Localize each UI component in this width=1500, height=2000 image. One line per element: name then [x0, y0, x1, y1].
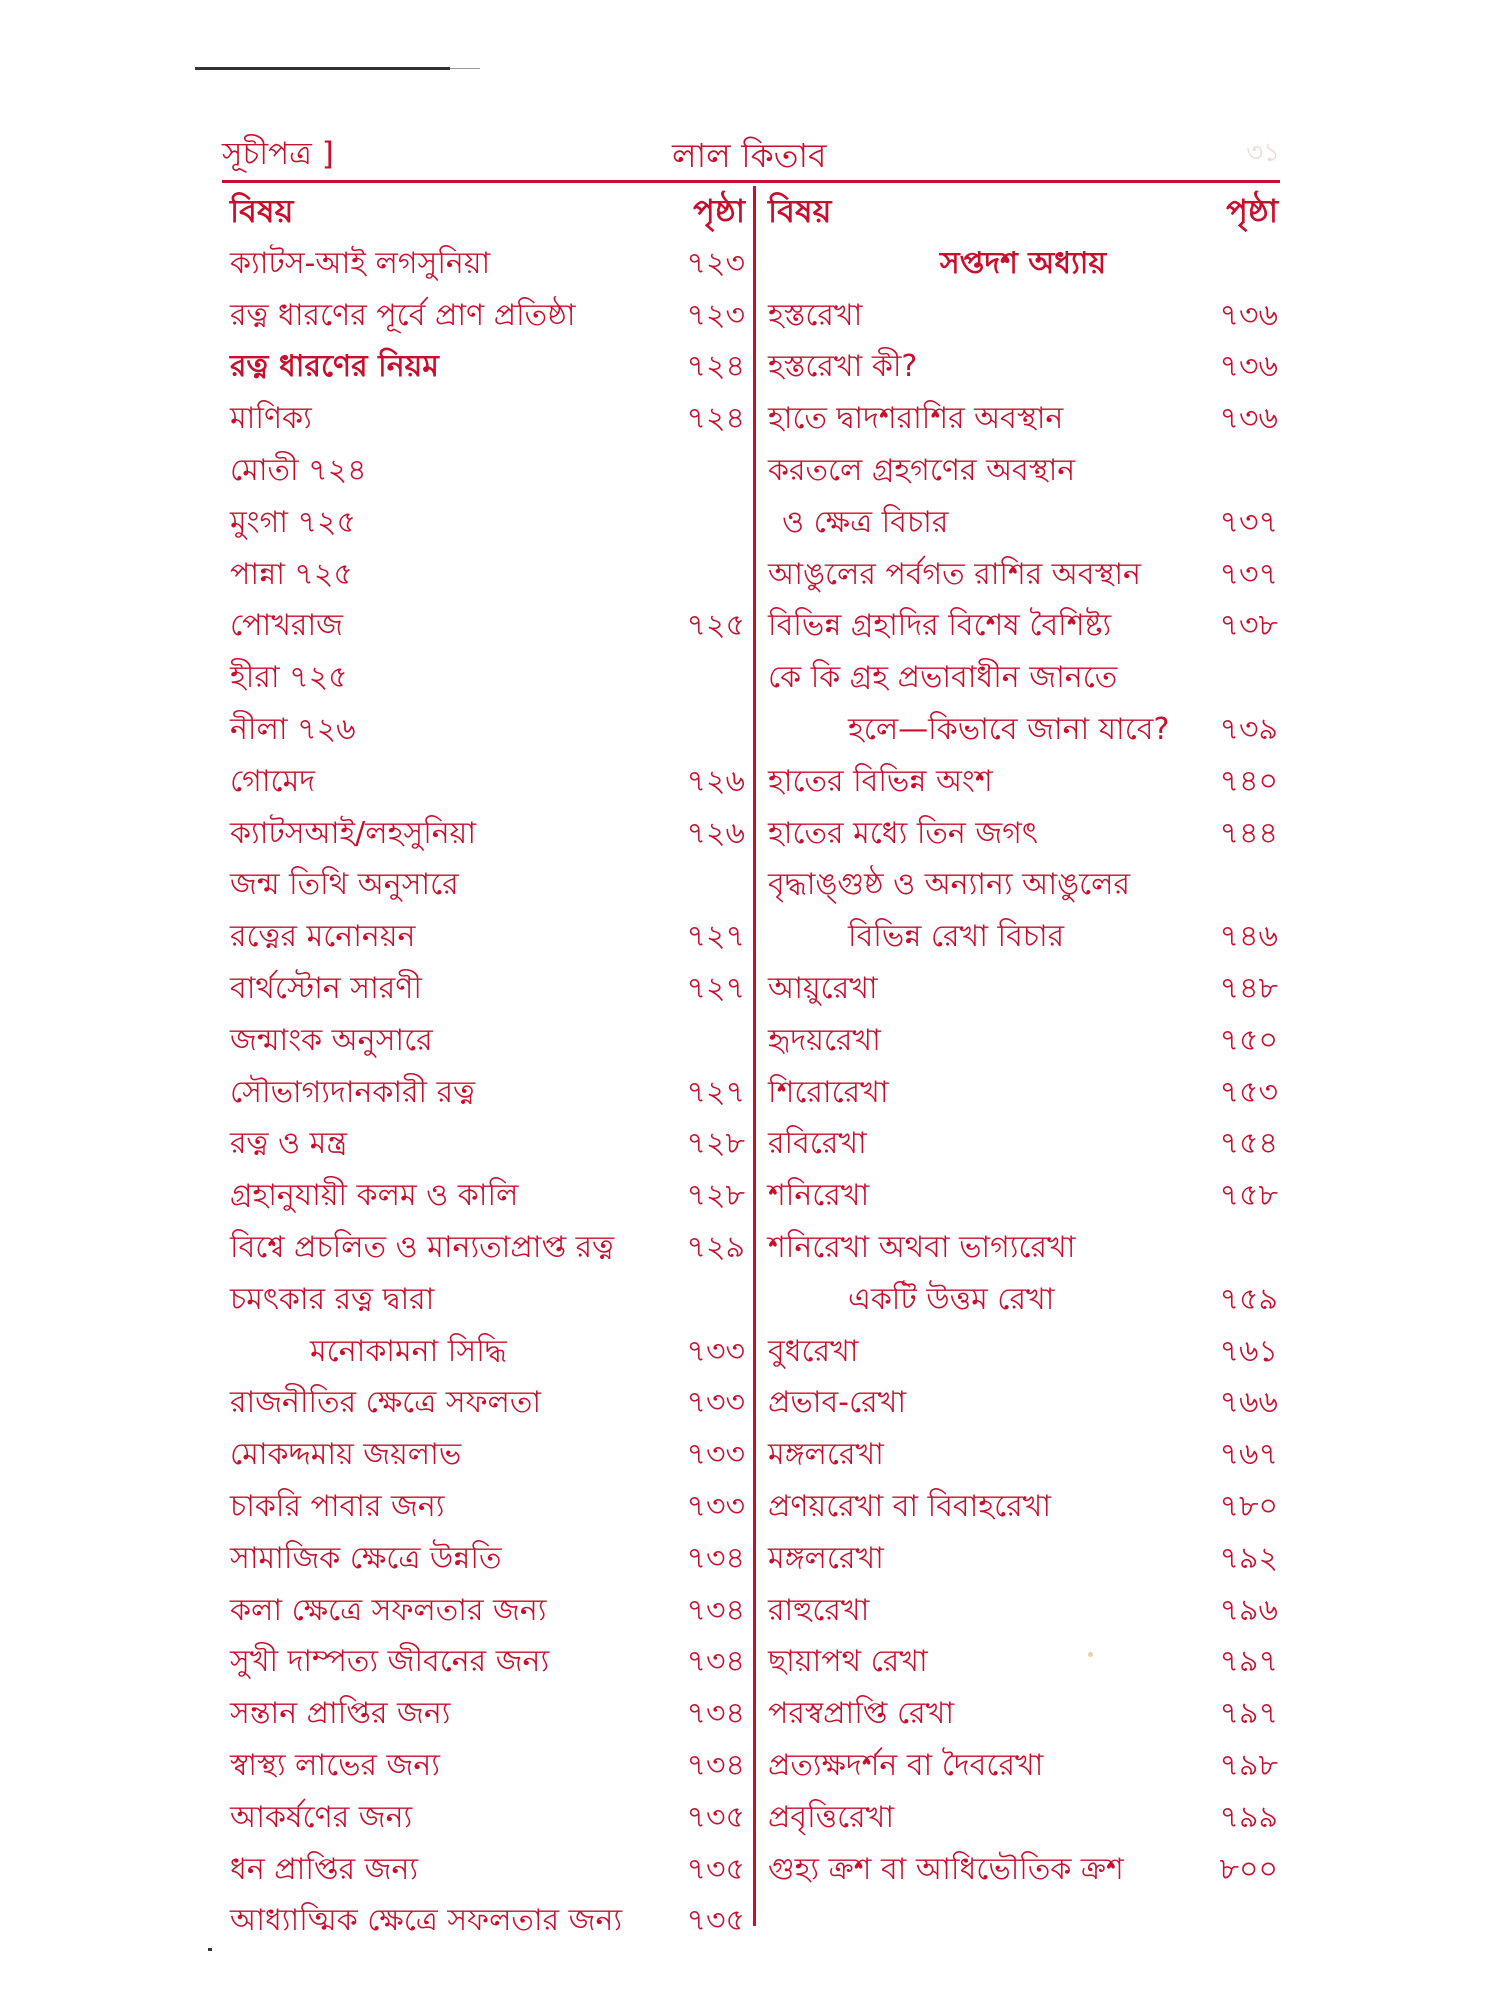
toc-entry — [230, 393, 745, 445]
toc-entry — [230, 1585, 745, 1637]
toc-entry — [230, 238, 745, 290]
toc-entry — [230, 290, 745, 342]
toc-entry-title: বিশ্বে প্রচলিত ও মান্যতাপ্রাপ্ত রত্ন — [230, 1229, 615, 1265]
toc-entry-page: ৭৩৩ — [686, 1333, 745, 1369]
toc-column-header — [230, 186, 745, 238]
toc-right-column — [768, 186, 1278, 1895]
toc-entry-page: ৭৫৮ — [1219, 1178, 1278, 1214]
toc-left-column — [230, 186, 745, 1947]
toc-entry-page: ৭৩৪ — [686, 1747, 745, 1783]
toc-entry-title: হাতে দ্বাদশরাশির অবস্থান — [768, 401, 1064, 437]
toc-entry-title: বৃদ্ধাঙ্গুষ্ঠ ও অন্যান্য আঙুলের — [768, 867, 1131, 903]
toc-entry — [768, 1688, 1278, 1740]
toc-entry-page: ৭২৩ — [686, 297, 745, 333]
toc-entry — [768, 808, 1278, 860]
toc-entry-title: গোমেদ — [230, 763, 316, 799]
toc-entry-title: আকর্ষণের জন্য — [230, 1799, 413, 1835]
toc-entry — [230, 1377, 745, 1429]
toc-entry-title: শনিরেখা অথবা ভাগ্যরেখা — [768, 1229, 1076, 1265]
toc-column-header — [768, 186, 1278, 238]
header-section-label: সূচীপত্র ] — [222, 136, 334, 172]
toc-entry-title: রত্নের মনোনয়ন — [230, 919, 416, 955]
toc-entry — [768, 600, 1278, 652]
toc-entry-title: আয়ুরেখা — [768, 970, 878, 1006]
toc-entry — [768, 549, 1278, 601]
toc-entry — [230, 1170, 745, 1222]
toc-entry — [768, 1326, 1278, 1378]
toc-entry-title: প্রভাব-রেখা — [768, 1385, 907, 1421]
toc-entry — [230, 1118, 745, 1170]
toc-entry — [230, 1792, 745, 1844]
header-rule — [222, 180, 1280, 183]
toc-entry-page: ৭৩৪ — [686, 1540, 745, 1576]
toc-entry-page: ৭৩৫ — [686, 1851, 745, 1887]
toc-entry-title: বিভিন্ন রেখা বিচার — [848, 919, 1065, 955]
toc-entry-page: ৭২৭ — [686, 970, 745, 1006]
toc-entry — [768, 1377, 1278, 1429]
toc-entry-title: মঙ্গলরেখা — [768, 1540, 884, 1576]
toc-entry — [768, 1481, 1278, 1533]
toc-entry — [230, 600, 745, 652]
toc-entry — [230, 1015, 745, 1067]
toc-entry — [768, 1118, 1278, 1170]
toc-entry-title: সন্তান প্রাপ্তির জন্য — [230, 1696, 451, 1732]
toc-entry-title: সুখী দাম্পত্য জীবনের জন্য — [230, 1644, 550, 1680]
paper-spot — [1088, 1652, 1093, 1657]
toc-entry — [768, 652, 1278, 704]
toc-entry-page: ৭২৯ — [686, 1229, 745, 1265]
toc-entry-title: রাহুরেখা — [768, 1592, 870, 1628]
toc-entry-title: রত্ন ও মন্ত্র — [230, 1126, 348, 1162]
toc-entry-title: বিভিন্ন গ্রহাদির বিশেষ বৈশিষ্ট্য — [768, 608, 1112, 644]
toc-entry-title: রত্ন ধারণের নিয়ম — [230, 349, 439, 385]
toc-entry-page: ৭৫০ — [1219, 1022, 1278, 1058]
toc-entry-title: চমৎকার রত্ন দ্বারা — [230, 1281, 435, 1317]
toc-entry-title: পরস্বপ্রাপ্তি রেখা — [768, 1696, 955, 1732]
toc-entry-page: ৭২৬ — [686, 763, 745, 799]
toc-entry-title: জন্মাংক অনুসারে — [230, 1022, 433, 1058]
toc-entry — [768, 1015, 1278, 1067]
toc-entry-title: ধন প্রাপ্তির জন্য — [230, 1851, 419, 1887]
toc-entry-title: বিষয় — [768, 192, 832, 230]
toc-entry — [768, 1533, 1278, 1585]
toc-entry — [768, 1222, 1278, 1274]
toc-entry-page: ৭৫৯ — [1219, 1281, 1278, 1317]
toc-entry-page: ৭৩৩ — [686, 1488, 745, 1524]
toc-entry-title: প্রণয়রেখা বা বিবাহরেখা — [768, 1488, 1052, 1524]
toc-entry-title: বিষয় — [230, 192, 294, 230]
toc-entry-title: বুধরেখা — [768, 1333, 859, 1369]
column-divider — [753, 186, 756, 1926]
toc-entry-title: সামাজিক ক্ষেত্রে উন্নতি — [230, 1540, 502, 1576]
toc-entry — [768, 393, 1278, 445]
toc-entry-page: ৭৬১ — [1219, 1333, 1278, 1369]
toc-entry-page: ৭৫৩ — [1219, 1074, 1278, 1110]
toc-entry-page: ৭৩৩ — [686, 1437, 745, 1473]
toc-entry — [230, 1067, 745, 1119]
toc-entry-page: ৭৩৩ — [686, 1385, 745, 1421]
toc-entry-page: ৭৩৬ — [1219, 297, 1278, 333]
toc-entry-page: ৭৩৫ — [686, 1903, 745, 1939]
toc-entry — [768, 1636, 1278, 1688]
toc-entry-title: প্রবৃত্তিরেখা — [768, 1799, 895, 1835]
toc-entry — [230, 1895, 745, 1947]
toc-entry-title: মোতী ৭২৪ — [230, 452, 367, 488]
toc-entry-page: ৭৯৯ — [1219, 1799, 1278, 1835]
toc-entry-title: আঙুলের পর্বগত রাশির অবস্থান — [768, 556, 1141, 592]
toc-entry-page: ৭২৭ — [686, 1074, 745, 1110]
toc-entry-title: হাতের মধ্যে তিন জগৎ — [768, 815, 1038, 851]
toc-entry — [230, 704, 745, 756]
toc-entry — [230, 1740, 745, 1792]
toc-entry — [230, 911, 745, 963]
toc-entry — [768, 497, 1278, 549]
toc-entry-title: হস্তরেখা কী? — [768, 349, 918, 385]
toc-entry-page: ৭২৮ — [686, 1126, 745, 1162]
toc-entry-page: ৭৪৪ — [1219, 815, 1278, 851]
toc-entry-page: ৭৯২ — [1219, 1540, 1278, 1576]
toc-entry-title: জন্ম তিথি অনুসারে — [230, 867, 459, 903]
header-book-title: লাল কিতাব — [672, 136, 827, 175]
toc-entry-title: শনিরেখা — [768, 1178, 870, 1214]
toc-entry — [768, 1274, 1278, 1326]
toc-entry-page: ৭৩৭ — [1219, 504, 1278, 540]
toc-entry — [230, 445, 745, 497]
toc-entry — [230, 652, 745, 704]
toc-entry-title: গ্রহানুযায়ী কলম ও কালি — [230, 1178, 519, 1214]
top-rule-faint — [450, 68, 480, 69]
toc-entry — [230, 549, 745, 601]
toc-entry-title: রবিরেখা — [768, 1126, 867, 1162]
toc-entry-title: হৃদয়রেখা — [768, 1022, 881, 1058]
toc-entry — [230, 1688, 745, 1740]
toc-entry-page: ৭৯৬ — [1219, 1592, 1278, 1628]
toc-entry-page: ৭২৪ — [686, 401, 745, 437]
toc-entry-page: ৭২৬ — [686, 815, 745, 851]
toc-entry — [768, 911, 1278, 963]
toc-entry-title: কলা ক্ষেত্রে সফলতার জন্য — [230, 1592, 547, 1628]
toc-entry-title: মঙ্গলরেখা — [768, 1437, 884, 1473]
toc-entry-page: ৭২৫ — [686, 608, 745, 644]
header-page-number: ৩১ — [1246, 138, 1280, 168]
toc-entry — [768, 963, 1278, 1015]
toc-entry-page: পৃষ্ঠা — [1226, 192, 1278, 230]
toc-entry — [768, 859, 1278, 911]
toc-entry-page: ৭৮০ — [1219, 1488, 1278, 1524]
toc-entry-title: একটি উত্তম রেখা — [848, 1281, 1055, 1317]
toc-entry — [230, 963, 745, 1015]
toc-entry-page: ৭৯৭ — [1219, 1696, 1278, 1732]
toc-entry-title: হাতের বিভিন্ন অংশ — [768, 763, 993, 799]
toc-entry — [230, 1429, 745, 1481]
toc-entry-page: ৭২৭ — [686, 919, 745, 955]
page-header — [222, 130, 1280, 176]
toc-entry-title: গুহ্য ক্রশ বা আধিভৌতিক ক্রশ — [768, 1851, 1124, 1887]
toc-entry-title: সৌভাগ্যদানকারী রত্ন — [230, 1074, 476, 1110]
toc-entry-page: ৭৩৯ — [1219, 711, 1278, 747]
toc-entry-title: শিরোরেখা — [768, 1074, 889, 1110]
top-rule — [195, 67, 450, 70]
toc-entry-page: ৭৪৮ — [1219, 970, 1278, 1006]
toc-entry — [768, 1170, 1278, 1222]
toc-entry — [768, 1792, 1278, 1844]
toc-entry-page: ৭৩৪ — [686, 1696, 745, 1732]
toc-entry — [768, 704, 1278, 756]
toc-entry — [230, 1274, 745, 1326]
toc-entry — [230, 1533, 745, 1585]
toc-entry — [230, 1326, 745, 1378]
toc-entry — [230, 1636, 745, 1688]
toc-entry-page: ৮০০ — [1219, 1851, 1278, 1887]
toc-entry — [230, 859, 745, 911]
toc-entry — [768, 1429, 1278, 1481]
toc-entry-title: হলে—কিভাবে জানা যাবে? — [848, 711, 1170, 747]
toc-entry — [230, 497, 745, 549]
toc-entry — [768, 445, 1278, 497]
toc-entry-title: বার্থস্টোন সারণী — [230, 970, 422, 1006]
toc-entry — [768, 1740, 1278, 1792]
toc-entry-title: করতলে গ্রহগণের অবস্থান — [768, 452, 1076, 488]
toc-entry-page: ৭৩৬ — [1219, 401, 1278, 437]
toc-entry-title: মাণিক্য — [230, 401, 312, 437]
toc-entry-title: স্বাস্থ্য লাভের জন্য — [230, 1747, 440, 1783]
toc-entry — [230, 1481, 745, 1533]
toc-entry — [768, 341, 1278, 393]
toc-entry — [768, 1585, 1278, 1637]
toc-entry-title: কে কি গ্রহ প্রভাবাধীন জানতে — [768, 660, 1118, 696]
toc-entry — [230, 341, 745, 393]
toc-entry — [230, 756, 745, 808]
toc-entry-title: রাজনীতির ক্ষেত্রে সফলতা — [230, 1385, 542, 1421]
toc-entry-page: ৭৩৮ — [1219, 608, 1278, 644]
toc-entry-title: নীলা ৭২৬ — [230, 711, 356, 747]
print-speck — [208, 1948, 212, 1951]
toc-entry — [230, 808, 745, 860]
toc-entry-title: রত্ন ধারণের পূর্বে প্রাণ প্রতিষ্ঠা — [230, 297, 576, 333]
toc-entry-page: ৭৩৪ — [686, 1644, 745, 1680]
toc-entry-title: মুংগা ৭২৫ — [230, 504, 356, 540]
toc-entry-page: ৭৬৬ — [1219, 1385, 1278, 1421]
toc-entry-title: হীরা ৭২৫ — [230, 660, 348, 696]
toc-entry-page: ৭২৮ — [686, 1178, 745, 1214]
toc-entry-page: ৭৪০ — [1219, 763, 1278, 799]
toc-entry-title: পোখরাজ — [230, 608, 343, 644]
toc-entry-title: ক্যাটসআই/লহসুনিয়া — [230, 815, 477, 851]
toc-entry-page: ৭৩৭ — [1219, 556, 1278, 592]
toc-entry-page: পৃষ্ঠা — [693, 192, 745, 230]
toc-entry-page: ৭৩৬ — [1219, 349, 1278, 385]
toc-entry — [768, 290, 1278, 342]
toc-entry-page: ৭৯৭ — [1219, 1644, 1278, 1680]
toc-entry-title: সপ্তদশ অধ্যায় — [939, 245, 1107, 281]
toc-entry-page: ৭৬৭ — [1219, 1437, 1278, 1473]
toc-entry — [768, 238, 1278, 290]
toc-entry-page: ৭৩৪ — [686, 1592, 745, 1628]
toc-entry-title: ক্যাটস-আই লগসুনিয়া — [230, 245, 491, 281]
toc-entry-title: মনোকামনা সিদ্ধি — [310, 1333, 507, 1369]
toc-entry-page: ৭৫৪ — [1219, 1126, 1278, 1162]
toc-entry — [768, 1067, 1278, 1119]
toc-entry-page: ৭২৩ — [686, 245, 745, 281]
toc-entry-page: ৭৩৫ — [686, 1799, 745, 1835]
toc-entry-title: পান্না ৭২৫ — [230, 556, 353, 592]
toc-entry-title: প্রত্যক্ষদর্শন বা দৈবরেখা — [768, 1747, 1044, 1783]
toc-entry-title: চাকরি পাবার জন্য — [230, 1488, 445, 1524]
toc-entry — [768, 756, 1278, 808]
toc-entry-title: আধ্যাত্মিক ক্ষেত্রে সফলতার জন্য — [230, 1903, 623, 1939]
toc-entry — [230, 1844, 745, 1896]
toc-entry-title: হস্তরেখা — [768, 297, 863, 333]
toc-entry-title: ও ক্ষেত্র বিচার — [782, 504, 949, 540]
toc-entry-page: ৭২৪ — [686, 349, 745, 385]
toc-entry — [230, 1222, 745, 1274]
toc-entry-page: ৭৪৬ — [1219, 919, 1278, 955]
toc-entry-title: ছায়াপথ রেখা — [768, 1644, 928, 1680]
toc-entry-title: মোকদ্দমায় জয়লাভ — [230, 1437, 462, 1473]
toc-entry-page: ৭৯৮ — [1219, 1747, 1278, 1783]
toc-entry — [768, 1844, 1278, 1896]
